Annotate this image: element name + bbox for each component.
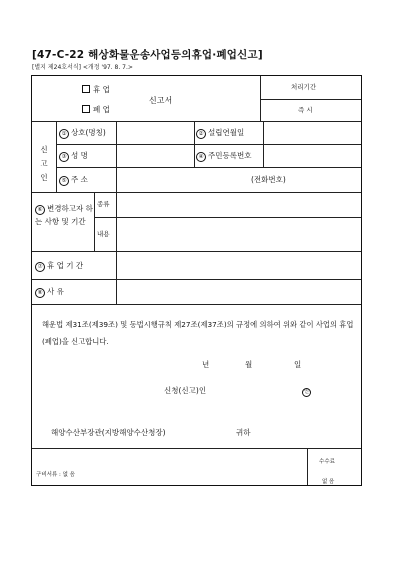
month-label: 월 — [245, 360, 253, 369]
suspend-option[interactable]: 휴 업 — [82, 85, 110, 94]
seal-mark: 인 — [302, 387, 311, 397]
suspension-period-label: ⑦ 휴 업 기 간 — [35, 262, 83, 272]
fee-value: 없 음 — [322, 479, 335, 485]
processing-period-value: 즉 시 — [298, 106, 313, 114]
company-name-label: ① 상호(명칭) — [59, 129, 106, 139]
processing-period-label: 처리기간 — [291, 83, 317, 91]
fee-label: 수수료 — [319, 459, 335, 465]
applicant-signature-label: 신청(신고)인 — [164, 386, 207, 395]
recipient-label: 해양수산부장관(지방해양수산청장) — [51, 428, 166, 437]
form-name: 신고서 — [149, 96, 173, 105]
honorific-label: 귀하 — [236, 428, 251, 437]
form-subtitle: [별지 제24호서식] <개정 '97. 8. 7.> — [32, 64, 133, 71]
day-label: 일 — [294, 360, 302, 369]
reason-label: ⑧ 사 유 — [35, 288, 64, 298]
kind-label: 종류 — [97, 200, 110, 208]
declaration-text: 해운법 제31조(제39조) 및 동법시행규칙 제27조(제37조)의 규정에 의하여 위와 같이 사업의 휴업(폐업)을 신고합니다. — [42, 320, 354, 346]
year-label: 년 — [202, 360, 210, 369]
phone-label: (전화번호) — [251, 175, 286, 184]
suspend-checkbox[interactable] — [82, 85, 90, 93]
close-option[interactable]: 폐 업 — [82, 105, 110, 114]
address-label: ⑤ 주 소 — [59, 176, 88, 186]
establish-date-label: ② 설립연월일 — [196, 129, 244, 139]
report-form — [31, 75, 362, 486]
name-label: ③ 성 명 — [59, 152, 88, 162]
content-label: 내용 — [97, 230, 110, 238]
applicant-label: 신고인 — [40, 145, 48, 182]
resident-number-label: ④ 주민등록번호 — [196, 152, 251, 162]
form-title: [47-C-22 해상화물운송사업등의휴업·폐업신고] — [32, 49, 263, 61]
required-documents-label: 구비서류 : 없 음 — [36, 472, 75, 478]
change-items-label: ⑥ 변경하고자 하는 사항 및 기간 — [35, 204, 93, 226]
close-checkbox[interactable] — [82, 105, 90, 113]
